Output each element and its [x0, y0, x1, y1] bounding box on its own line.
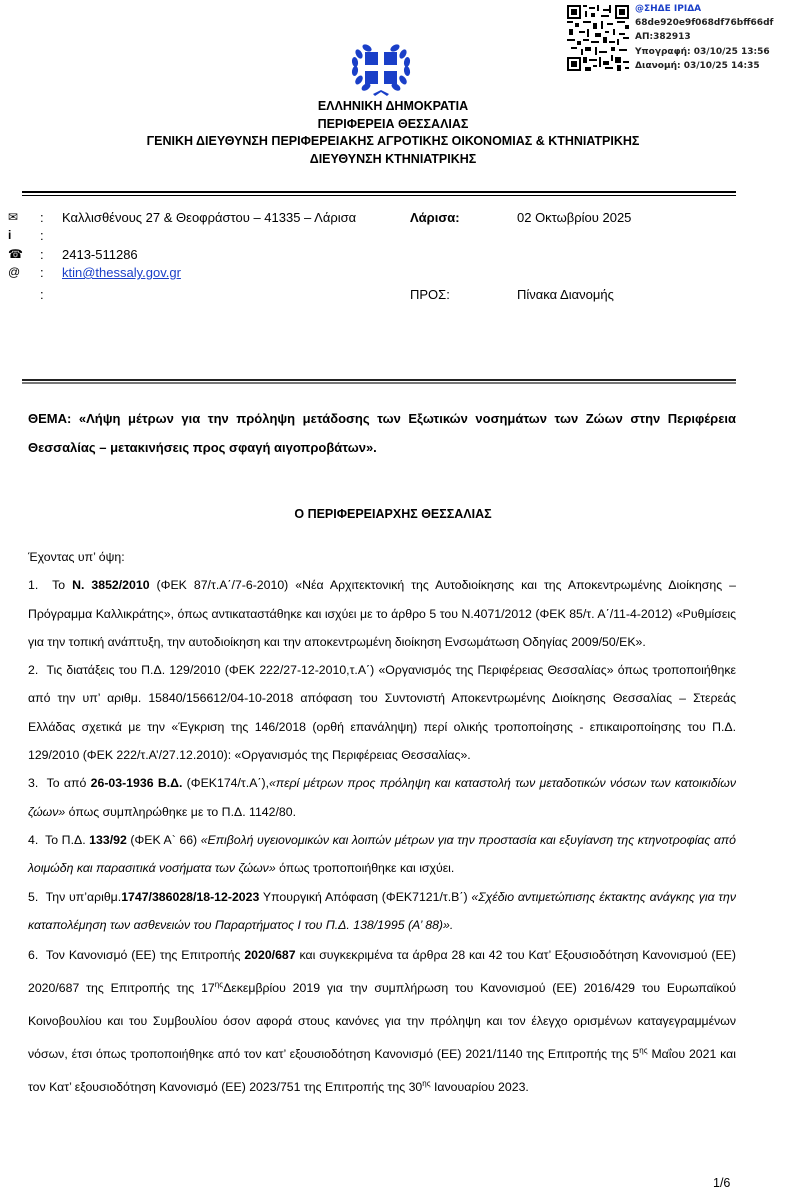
letterhead	[0, 98, 786, 168]
telephone-icon: ☎	[8, 247, 23, 261]
document-body	[28, 543, 736, 1104]
consideration-item-6: 6. Τον Κανονισμό (ΕΕ) της Επιτροπής 2020/687 και συγκεκριμένα τα άρθρα 28 και 42 του Κατ’ Εξουσιοδότηση Κανονισμού (ΕΕ) 2020/687 της Επιτροπής της $17^{\eta\varsigma}\Delta\varepsilon\kappa\varepsilon\mu\beta\rho ίo\upsilon$ 2019 για την συμπλήρωση του Κανονισμού (ΕΕ) 2016/429 του Ευρωπαϊκού Κοινοβουλίου και του Συμβουλίου όσον αφορά στους κανόνες για την πρόληψη και τον έλεγχο ορισμένων καταγεγραμμένων νόσων, έτσι όπως τροποποιήθηκε από τον κατ’ εξουσιοδότηση Κανονισμό (ΕΕ) 2021/1140 της Επιτροπής της $5^{\eta\varsigma}$ Μαΐου 2021 και τον Κατ’ εξουσιοδότηση Κανονισμό (ΕΕ) 2023/751 της Επιτροπής της $30^{\eta\varsigma}$ Ιανουαρίου 2023.	[28, 948, 737, 1095]
decision-authority-title: Ο ΠΕΡΙΦΕΡΕΙΑΡΧΗΣ ΘΕΣΣΑΛΙΑΣ	[294, 507, 492, 521]
contact-email-link[interactable]: ktin@thessaly.gov.gr	[62, 265, 181, 280]
recipient-label: ΠΡΟΣ:	[410, 287, 450, 302]
contact-phone: 2413-511286	[62, 247, 138, 262]
stamp-distribution-time: Διανομή: 03/10/25 14:35	[635, 60, 760, 71]
intro-line: Έχοντας υπ’ όψη:	[28, 550, 125, 564]
subject	[28, 404, 736, 462]
letterhead-region: ΠΕΡΙΦΕΡΕΙΑ ΘΕΣΣΑΛΙΑΣ	[317, 116, 469, 131]
digital-signature-stamp	[635, 2, 773, 73]
stamp-protocol: ΑΠ:382913	[635, 32, 691, 43]
contact-address: Καλλισθένους 27 & Θεοφράστου – 41335 – Λάρισα	[62, 210, 357, 225]
envelope-icon: ✉	[8, 210, 19, 224]
consideration-item-4: 4. Το Π.Δ. 133/92 (ΦΕΚ Α` 66) «Επιβολή υγειονομικών και λοιπών μέτρων για την προστασία και εξυγίανση της κτηνοτροφίας από λοιμώδη και παρασιτικά νοσήματα των ζώων» όπως τροποποιήθηκε και ισχύει.	[28, 832, 736, 876]
header-divider	[22, 191, 736, 196]
place-label: Λάρισα:	[410, 210, 460, 225]
stamp-signature-time: Υπογραφή: 03/10/25 13:56	[635, 46, 770, 57]
subject-text: «Λήψη μέτρων για την πρόληψη μετάδοσης των Εξωτικών νοσημάτων των Ζώων στην Περιφέρεια Θεσσαλίας – μετακινήσεις προς σφαγή αιγοπροβάτων».	[28, 411, 736, 455]
recipient-value: Πίνακα Διανομής	[517, 287, 614, 302]
consideration-item-3: 3. Το από 26-03-1936 Β.Δ. (ΦΕΚ174/τ.Α΄),«περί μέτρων προς πρόληψη και καταστολή των μεταδοτικών νόσων των κατοικιδίων ζώων» όπως συμπληρώθηκε με το Π.Δ. 1142/80.	[28, 776, 737, 819]
qr-code	[567, 5, 629, 71]
subject-label: ΘΕΜΑ:	[28, 411, 72, 426]
page-number: 1/6	[713, 1176, 731, 1190]
subject-divider	[22, 379, 736, 384]
consideration-item-2: 2. Τις διατάξεις του Π.Δ. 129/2010 (ΦΕΚ 222/27-12-2010,τ.Α΄) «Οργανισμός της Περιφέρειας Θεσσαλίας» όπως τροποποιήθηκε από την υπ’ αριθμ. 15840/156612/04-10-2018 απόφαση του Συντονιστή Αποκεντρωμένης Διοίκησης Θεσσαλίας – Στερεάς Ελλάδας σχετικά με την «Έγκριση της 146/2018 (ορθή επανάληψη) περί ολικής τροποποίησης - επικαιροποίησης του Π.Δ. 129/2010 (ΦΕΚ 222/τ.Α’/27.12.2010): «Οργανισμός της Περιφέρειας Θεσσαλίας».	[28, 663, 736, 763]
letterhead-directorate: ΔΙΕΥΘΥΝΣΗ ΚΤΗΝΙΑΤΡΙΚΗΣ	[309, 151, 477, 166]
stamp-brand: @ΣΗΔΕ ΙΡΙΔΑ	[635, 4, 702, 14]
at-sign-icon: @	[8, 265, 21, 279]
info-icon: i	[8, 228, 12, 242]
consideration-item-5: 5. Την υπ’αριθμ.1747/386028/18-12-2023 Υπουργική Απόφαση (ΦΕΚ7121/τ.Β΄) «Σχέδιο αντιμετώπισης έκτακτης ανάγκης για την καταπολέμηση των ασθενειών του Παραρτήματος Ι του Π.Δ. 138/1995 (Α’ 88)».	[28, 889, 736, 932]
document-date: 02 Οκτωβρίου 2025	[517, 210, 632, 225]
stamp-hash: 68de920e9f068df76bff66df	[635, 18, 774, 29]
consideration-item-1: 1. Το Ν. 3852/2010 (ΦΕΚ 87/τ.Α΄/7-6-2010) «Νέα Αρχιτεκτονική της Αυτοδιοίκησης και της Αποκεντρωμένης Διοίκησης – Πρόγραμμα Καλλικράτης», όπως αντικαταστάθηκε και ισχύει με το άρθρο 5 του Ν.4071/2012 (ΦΕΚ 85/τ. Α΄/11-4-2012) «Ρυθμίσεις για την τοπική ανάπτυξη, την αυτοδιοίκηση και την αποκεντρωμένη διοίκηση Ενσωμάτωση Οδηγίας 2009/50/ΕΚ».	[28, 578, 736, 649]
letterhead-general-directorate: ΓΕΝΙΚΗ ΔΙΕΥΘΥΝΣΗ ΠΕΡΙΦΕΡΕΙΑΚΗΣ ΑΓΡΟΤΙΚΗΣ ΟΙΚΟΝΟΜΙΑΣ & ΚΤΗΝΙΑΤΡΙΚΗΣ	[146, 134, 640, 148]
letterhead-republic: ΕΛΛΗΝΙΚΗ ΔΗΜΟΚΡΑΤΙΑ	[317, 99, 469, 113]
greek-coat-of-arms-icon	[349, 40, 413, 98]
